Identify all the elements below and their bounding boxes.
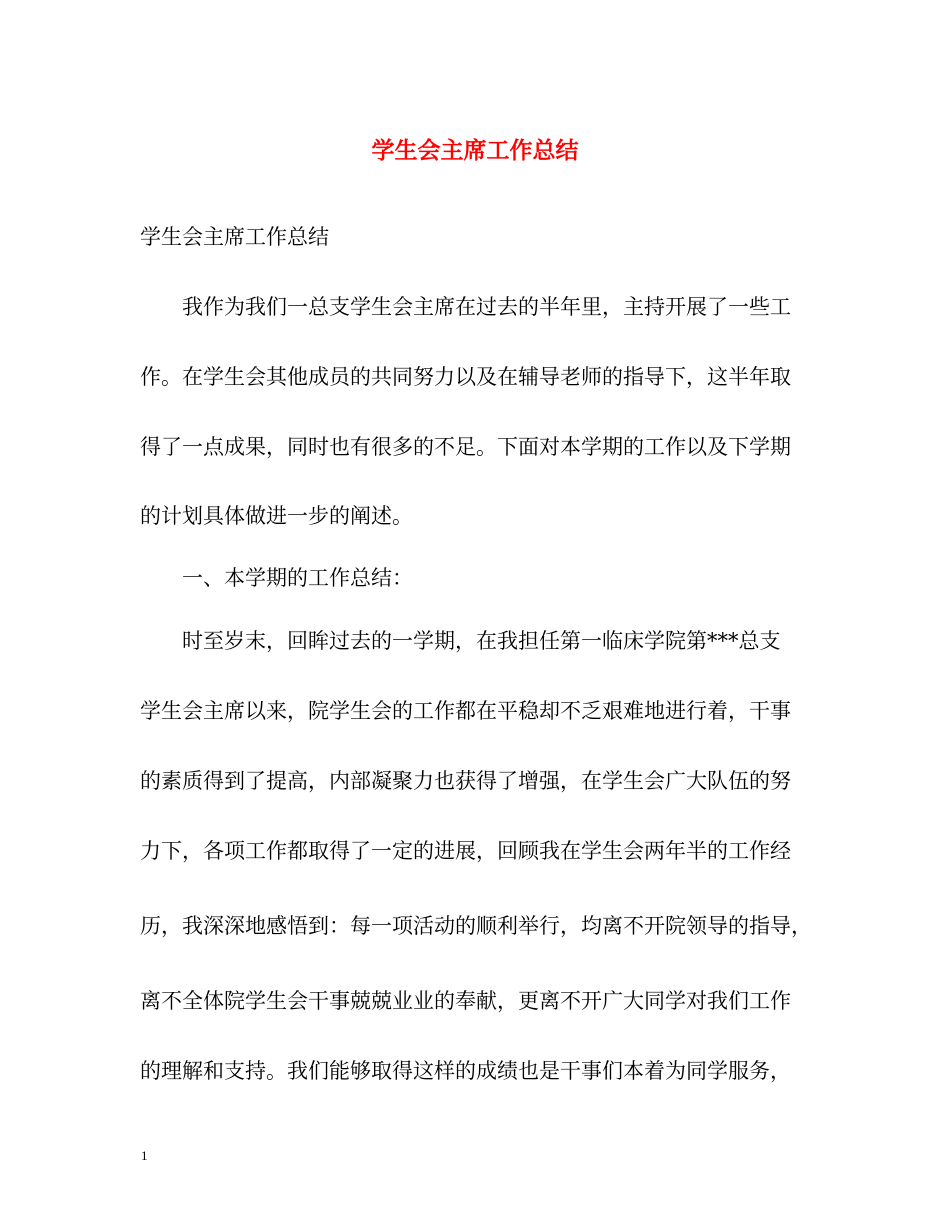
paragraph-line: 力下，各项工作都取得了一定的进展，回顾我在学生会两年半的工作经 — [140, 839, 791, 863]
document-title: 学生会主席工作总结 — [371, 137, 579, 164]
paragraph-line: 的理解和支持。我们能够取得这样的成绩也是干事们本着为同学服务， — [140, 1059, 791, 1083]
paragraph-line: 时至岁末，回眸过去的一学期，在我担任第一临床学院第***总支 — [182, 629, 781, 653]
paragraph-line: 的素质得到了提高，内部凝聚力也获得了增强，在学生会广大队伍的努 — [140, 769, 791, 793]
paragraph-line: 离不全体院学生会干事兢兢业业的奉献，更离不开广大同学对我们工作 — [140, 989, 791, 1013]
document-subtitle: 学生会主席工作总结 — [140, 225, 329, 249]
paragraph-line: 我作为我们一总支学生会主席在过去的半年里，主持开展了一些工 — [182, 295, 791, 319]
paragraph-line: 得了一点成果，同时也有很多的不足。下面对本学期的工作以及下学期 — [140, 435, 791, 459]
paragraph-line: 的计划具体做进一步的阐述。 — [140, 504, 413, 528]
paragraph-line: 作。在学生会其他成员的共同努力以及在辅导老师的指导下，这半年取 — [140, 365, 791, 389]
page-number: 1 — [141, 1148, 148, 1163]
paragraph-line: 学生会主席以来，院学生会的工作都在平稳却不乏艰难地进行着，干事 — [140, 699, 791, 723]
paragraph-line: 历，我深深地感悟到：每一项活动的顺利举行，均离不开院领导的指导， — [140, 914, 812, 938]
section-heading: 一、本学期的工作总结： — [182, 566, 413, 590]
